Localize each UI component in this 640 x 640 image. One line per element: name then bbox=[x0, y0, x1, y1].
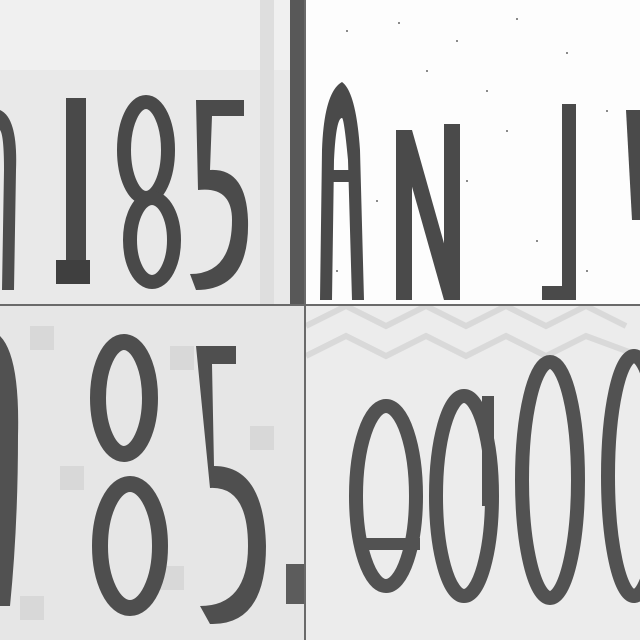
tile-bottom-right-image bbox=[306, 306, 640, 640]
tile-top-right-image bbox=[306, 0, 640, 304]
tile-bottom-left-image bbox=[0, 306, 304, 640]
tile-top-left bbox=[0, 0, 304, 304]
tile-bottom-right bbox=[306, 306, 640, 640]
tile-top-right bbox=[306, 0, 640, 304]
tile-top-left-image bbox=[0, 0, 304, 304]
tile-bottom-left bbox=[0, 306, 304, 640]
